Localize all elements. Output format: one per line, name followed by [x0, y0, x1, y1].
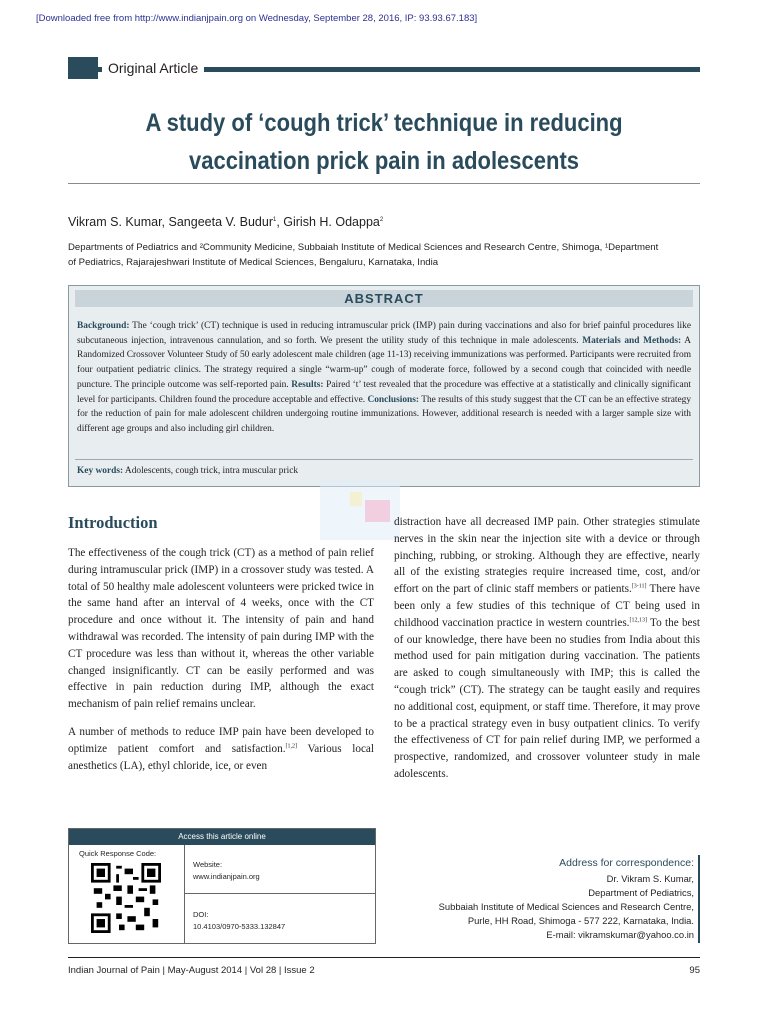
results-text: Paired ‘t’ test revealed that the procedure was effective at a statistically and clinically significant level for participants. Children found the procedure acceptable and effective.	[77, 379, 691, 405]
title-rule	[68, 183, 700, 184]
doi-label: DOI:	[193, 910, 209, 919]
authors	[68, 215, 700, 229]
access-divider	[184, 845, 185, 943]
conclusions-text: The results of this study suggest that the CT can be an effective strategy for the reduction of pain for male adolescent children undergoing routine immunizations. However, additional research is needed with a larger sample size with different age groups and also including girl children.	[77, 394, 692, 434]
results-label: Results:	[291, 379, 324, 390]
abstract-heading: ABSTRACT	[75, 290, 693, 307]
title-line-2: vaccination prick pain in adolescents	[188, 147, 580, 175]
qr-code-icon[interactable]	[91, 863, 161, 933]
intro-column-right	[394, 514, 700, 783]
watermark-block	[365, 500, 390, 522]
correspondence-line: Department of Pediatrics,	[588, 887, 694, 898]
article-title	[106, 104, 662, 180]
citation-ref[interactable]: [12,13]	[629, 617, 647, 624]
affiliation	[68, 240, 700, 270]
abstract-body	[77, 319, 691, 437]
access-article-box	[68, 828, 376, 944]
correspondence-line: Subbaiah Institute of Medical Sciences and Research Centre,	[438, 901, 694, 912]
footer-rule	[68, 957, 700, 958]
para2-tail: Various local anesthetics (LA), ethyl chloride, ice, or even	[68, 742, 375, 772]
affiliation-line-1: Departments of Pediatrics and ²Community Medicine, Subbaiah Institute of Medical Sciences and Research Centre, Shimoga, ¹Department	[68, 242, 659, 253]
background-label: Background:	[77, 321, 130, 331]
download-notice[interactable]: [Downloaded free from http://www.indianjpain.org on Wednesday, September 28, 2016, IP: 93.93.67.183]	[36, 13, 478, 24]
page-number: 95	[689, 965, 700, 976]
section-label: Original Article	[102, 57, 204, 79]
watermark-logo	[320, 480, 400, 540]
methods-label: Materials and Methods:	[582, 335, 682, 346]
background-text: The ‘cough trick’ (CT) technique is used in reducing intramuscular prick (IMP) pain during vaccinations and also for brief painful procedures like subcutaneous injection, intravenous cannulation, and so forth. We present the utility study of this technique in male adolescents.	[77, 321, 691, 346]
watermark-block	[350, 492, 362, 506]
title-line-1: A study of ‘cough trick’ technique in reducing	[145, 109, 623, 137]
intro-paragraph-1: The effectiveness of the cough trick (CT) as a method of pain relief during intramuscular prick (IMP) in a crossover study was tested. A total of 50 healthy male adolescent volunteers were pricked twice in the same hand after an interval of 4 weeks, once with the CT procedure and once without it. The intensity of pain and hand withdrawal was recorded. The intensity of pain during IMP with the CT procedure was less than without it, whereas the other variable changed insignificantly. CT can be easily performed and was effective in pain reduction during IMP, although the exact mechanism of pain relief remains unclear.	[68, 547, 374, 711]
section-band	[68, 57, 700, 79]
correspondence-line: Purle, HH Road, Shimoga - 577 222, Karnataka, India.	[467, 915, 694, 926]
doi-link[interactable]: 10.4103/0970-5333.132847	[193, 922, 286, 931]
para2-text: A number of methods to reduce IMP pain have been developed to optimize patient comfort and satisfaction.	[68, 725, 374, 755]
affiliation-line-2: of Pediatrics, Rajarajeshwari Institute of Medical Sciences, Bengaluru, Karnataka, India	[68, 257, 439, 268]
col2-text-a: distraction have all decreased IMP pain. Other strategies stimulate nerves in the skin near the injection site with a device or through pinching, rubbing, or stroking. Although they are effective, nearly all of the existing strategies require increased time, cost, and/or effort on the part of clinic staff members or patients.	[394, 516, 700, 596]
keywords-text: Adolescents, cough trick, intra muscular prick	[123, 466, 299, 476]
access-heading: Access this article online	[69, 829, 375, 845]
citation-ref[interactable]: [1,2]	[285, 743, 297, 750]
intro-paragraph-3	[394, 514, 700, 783]
correspondence-line: Dr. Vikram S. Kumar,	[606, 873, 694, 884]
introduction-heading: Introduction	[68, 513, 158, 532]
correspondence-email[interactable]: E-mail: vikramskumar@yahoo.co.in	[546, 929, 694, 940]
website-link[interactable]: www.indianjpain.org	[193, 872, 260, 881]
citation-ref[interactable]: [3-11]	[631, 583, 647, 590]
intro-column-left	[68, 545, 374, 774]
correspondence-title: Address for correspondence:	[559, 857, 694, 869]
author-sup-1: 1	[272, 216, 277, 223]
author-sup-2: 2	[379, 216, 384, 223]
qr-label: Quick Response Code:	[79, 849, 157, 858]
methods-text: A Randomized Crossover Volunteer Study of 50 early adolescent male children (age 11-13) receiving immunizations was performed. Participants were recruited from four outpatient pediatric clinics. The strategy required a single “warm-up” cough of moderate force, followed by a second cough that coincided with needle puncture. The principle outcome was self-reported pain.	[77, 335, 691, 390]
correspondence-bar	[698, 855, 700, 943]
authors-sep: , Girish H. Odappa	[276, 215, 380, 229]
band-accent	[68, 57, 98, 79]
abstract-box	[68, 285, 700, 487]
conclusions-label: Conclusions:	[367, 394, 420, 405]
journal-footer: Indian Journal of Pain | May-August 2014 | Vol 28 | Issue 2	[68, 965, 315, 976]
authors-main: Vikram S. Kumar, Sangeeta V. Budur	[68, 215, 273, 229]
intro-paragraph-2	[68, 724, 374, 774]
col2-text-b: There have been only a few studies of this technique of CT being used in childhood vaccination practice in western countries.	[394, 583, 700, 629]
col2-text-c: To the best of our knowledge, there have been no studies from India about this method used for pain mitigation during vaccination. The patients are asked to cough simultaneously with IMP; this is called the “cough trick” (CT). The strategy can be taught easily and requires no additional cost, equipment, or staff time. Therefore, it may prove to be a practical strategy even in busy outpatient clinics. To verify the effectiveness of CT for pain relief during IMP, we performed a prospective, randomized, and crossover volunteer study in male adolescents.	[394, 616, 700, 780]
access-hline	[184, 893, 375, 894]
abstract-separator	[75, 459, 693, 460]
keywords	[77, 466, 298, 476]
website-label: Website:	[193, 860, 223, 869]
keywords-label: Key words:	[77, 466, 124, 476]
